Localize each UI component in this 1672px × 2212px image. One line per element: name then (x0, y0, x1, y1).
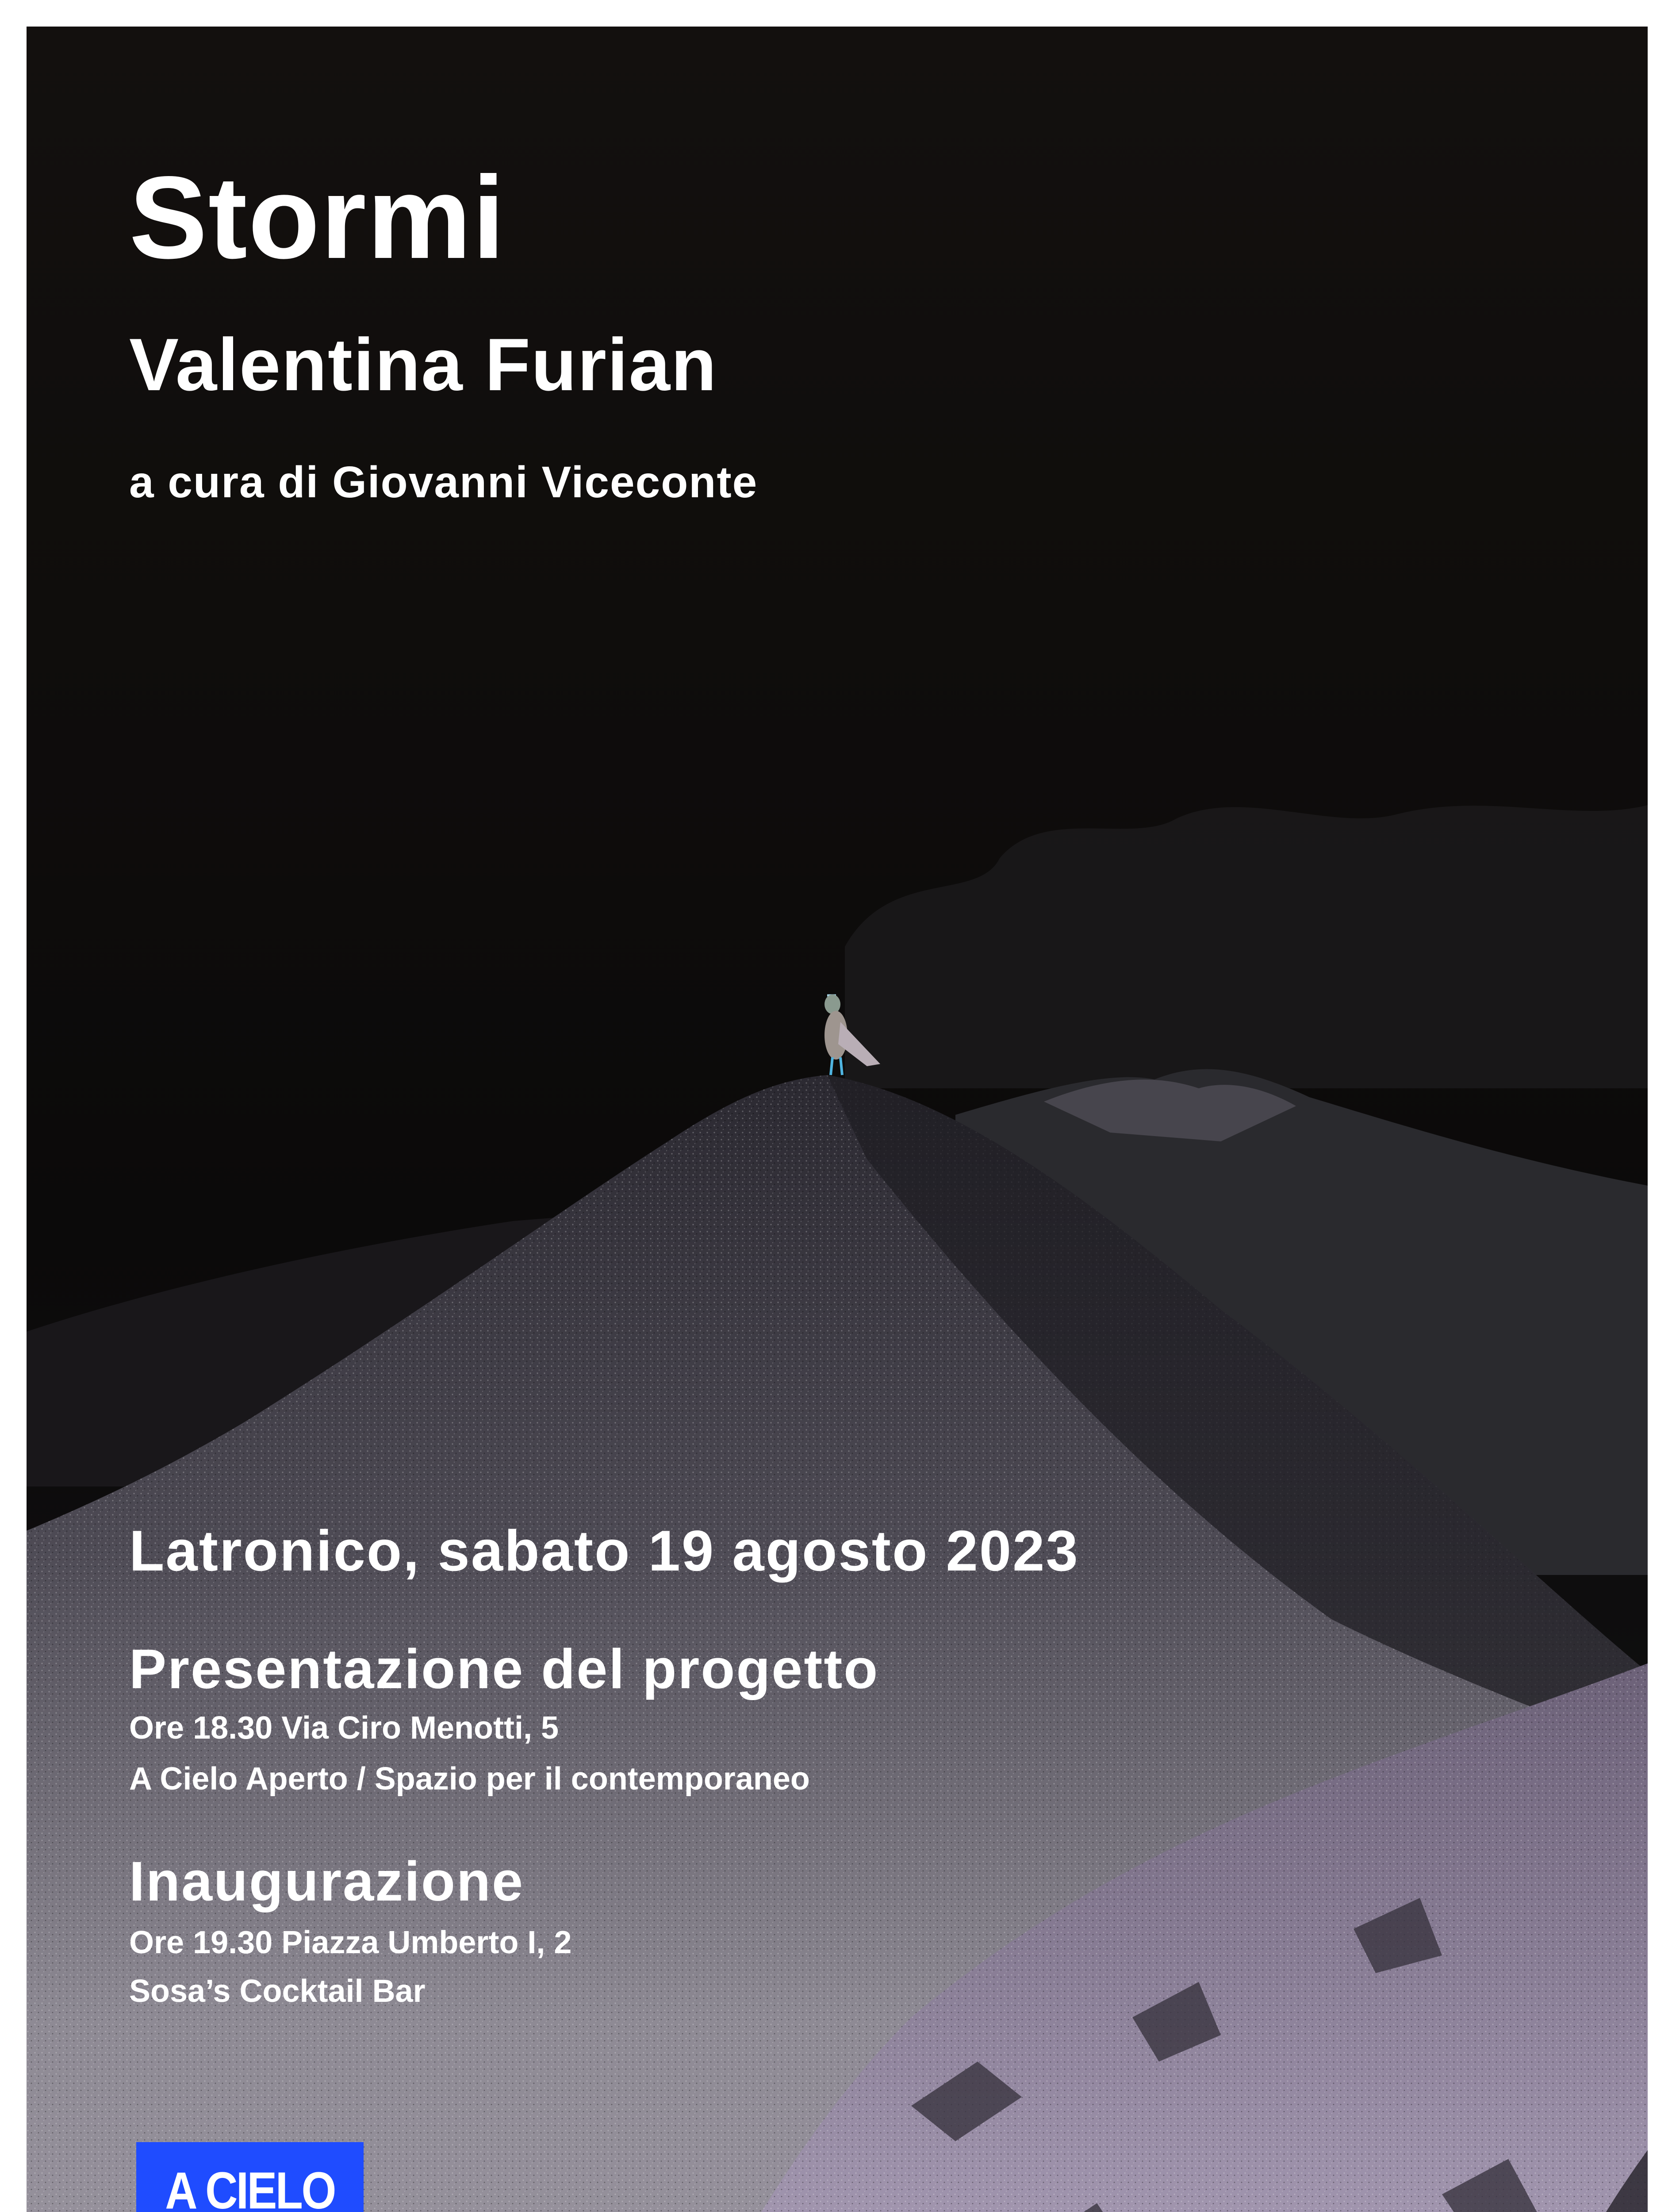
event-date: Latronico, sabato 19 agosto 2023 (129, 1518, 1079, 1583)
inauguration-venue: Sosa’s Cocktail Bar (129, 1974, 426, 2009)
presentation-time-address: Ore 18.30 Via Ciro Menotti, 5 (129, 1710, 559, 1746)
presentation-heading: Presentazione del progetto (129, 1638, 879, 1700)
presentation-venue: A Cielo Aperto / Spazio per il contemporaneo (129, 1761, 810, 1797)
poster (27, 27, 1648, 2212)
logo-line1: A CIELO (165, 2162, 335, 2212)
inauguration-time-address: Ore 19.30 Piazza Umberto I, 2 (129, 1925, 572, 1960)
inauguration-heading: Inaugurazione (129, 1850, 525, 1912)
curator-line: a cura di Giovanni Viceconte (129, 457, 758, 507)
a-cielo-aperto-logo (136, 2142, 364, 2212)
exhibition-title: Stormi (129, 152, 506, 283)
artist-name: Valentina Furian (129, 323, 717, 406)
